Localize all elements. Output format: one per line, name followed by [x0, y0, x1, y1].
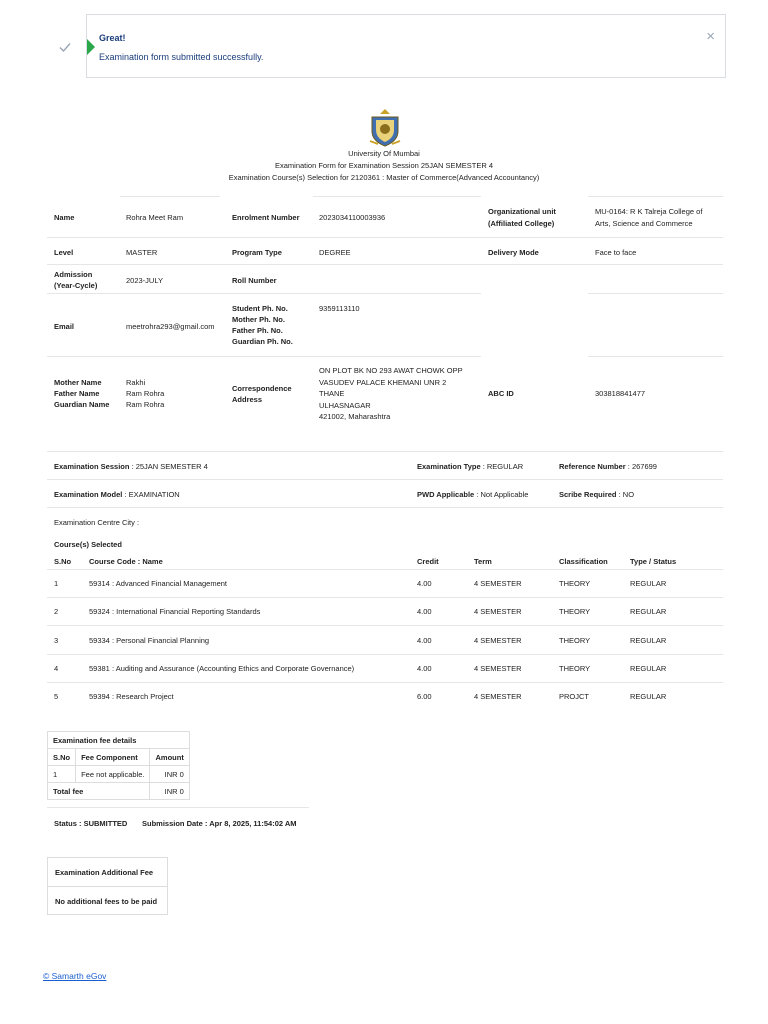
fee-header-component: Fee Component [76, 749, 150, 766]
course-2-classification: THEORY [559, 607, 591, 616]
status-text: Status : SUBMITTED [54, 819, 128, 828]
org-label-2: (Affiliated College) [488, 219, 555, 228]
additional-fee-box [47, 857, 168, 915]
check-icon [58, 40, 72, 54]
fee-header-amount: Amount [150, 749, 189, 766]
abc-id-value: 303818841477 [595, 389, 646, 398]
exam-session-value: : 25JAN SEMESTER 4 [129, 462, 208, 471]
course-5-type: REGULAR [630, 692, 667, 701]
reference-number-label: Reference Number [559, 462, 626, 471]
fee-total-label: Total fee [48, 783, 150, 800]
mother-name-label: Mother Name [54, 378, 102, 387]
exam-type [417, 462, 523, 471]
alert-title: Great! [99, 33, 126, 43]
course-4-sno: 4 [54, 664, 59, 673]
admission-label-2: (Year-Cycle) [54, 281, 98, 290]
guardian-name-value: Ram Rohra [126, 400, 165, 409]
course-3-name: 59334 : Personal Financial Planning [89, 636, 210, 645]
close-icon[interactable]: × [706, 28, 715, 45]
course-2-sno: 2 [54, 607, 59, 616]
scribe-required [559, 490, 634, 499]
org-value-1: MU-0164: R K Talreja College of [595, 207, 703, 216]
address-line-5: 421002, Maharashtra [319, 412, 391, 421]
email-label: Email [54, 322, 75, 331]
abc-id-label: ABC ID [488, 389, 514, 398]
course-4-classification: THEORY [559, 664, 591, 673]
admission-value: 2023-JULY [126, 276, 163, 285]
course-1-classification: THEORY [559, 579, 591, 588]
program-type-label: Program Type [232, 248, 282, 257]
phone-label-guardian: Guardian Ph. No. [232, 337, 293, 346]
guardian-name-label: Guardian Name [54, 400, 110, 409]
fee-row-sno: 1 [48, 766, 76, 783]
course-1-name: 59314 : Advanced Financial Management [89, 579, 228, 588]
course-5-credit: 6.00 [417, 692, 432, 701]
scribe-required-label: Scribe Required [559, 490, 617, 499]
reference-number-value: : 267699 [625, 462, 657, 471]
pwd-applicable-value: : Not Applicable [474, 490, 529, 499]
course-header-credit: Credit [417, 557, 439, 566]
samarth-egov-link[interactable]: © Samarth eGov [43, 971, 107, 981]
pwd-applicable-label: PWD Applicable [417, 490, 475, 499]
student-phone-value: 9359113110 [319, 304, 360, 313]
course-header-code-name: Course Code : Name [89, 557, 163, 566]
address-line-4: ULHASNAGAR [319, 401, 371, 410]
additional-fee-message: No additional fees to be paid [55, 897, 158, 906]
level-value: MASTER [126, 248, 158, 257]
course-1-sno: 1 [54, 579, 59, 588]
course-5-name: 59394 : Research Project [89, 692, 174, 701]
course-header-classification: Classification [559, 557, 608, 566]
delivery-mode-value: Face to face [595, 248, 637, 257]
father-name-label: Father Name [54, 389, 100, 398]
course-4-term: 4 SEMESTER [474, 664, 522, 673]
university-name: University Of Mumbai [348, 149, 420, 158]
exam-model-label: Examination Model [54, 490, 123, 499]
admission-label-1: Admission [54, 270, 93, 279]
address-label-2: Address [232, 395, 263, 404]
course-header-sno: S.No [54, 557, 72, 566]
course-2-term: 4 SEMESTER [474, 607, 522, 616]
university-logo [368, 109, 402, 147]
course-header-term: Term [474, 557, 492, 566]
address-line-2: VASUDEV PALACE KHEMANI UNR 2 [319, 378, 447, 387]
course-1-type: REGULAR [630, 579, 667, 588]
fee-table [47, 731, 190, 800]
enrolment-value: 2023034110003936 [319, 213, 386, 222]
alert-message: Examination form submitted successfully. [99, 52, 264, 62]
fee-table-title: Examination fee details [48, 732, 190, 749]
exam-type-value: : REGULAR [480, 462, 524, 471]
exam-session [54, 462, 208, 471]
father-name-value: Ram Rohra [126, 389, 165, 398]
course-2-credit: 4.00 [417, 607, 432, 616]
fee-total-amount: INR 0 [150, 783, 189, 800]
fee-row-component: Fee not applicable. [76, 766, 150, 783]
exam-model-value: : EXAMINATION [122, 490, 180, 499]
course-5-sno: 5 [54, 692, 59, 701]
phone-label-student: Student Ph. No. [232, 304, 288, 313]
success-alert [86, 14, 726, 78]
level-label: Level [54, 248, 74, 257]
additional-fee-title: Examination Additional Fee [48, 858, 167, 887]
alert-arrow-icon [87, 39, 95, 55]
scribe-required-value: : NO [616, 490, 635, 499]
fee-row-amount: INR 0 [150, 766, 189, 783]
exam-model [54, 490, 180, 499]
roll-number-label: Roll Number [232, 276, 277, 285]
course-header-type-status: Type / Status [630, 557, 677, 566]
exam-type-label: Examination Type [417, 462, 481, 471]
pwd-applicable [417, 490, 528, 499]
course-4-type: REGULAR [630, 664, 667, 673]
address-label-1: Correspondence [232, 384, 292, 393]
address-line-3: THANE [319, 389, 345, 398]
exam-session-label: Examination Session [54, 462, 130, 471]
name-value: Rohra Meet Ram [126, 213, 184, 222]
course-3-type: REGULAR [630, 636, 667, 645]
fee-header-sno: S.No [48, 749, 76, 766]
courses-title: Course(s) Selected [54, 540, 122, 549]
org-label-1: Organizational unit [488, 207, 556, 216]
course-5-term: 4 SEMESTER [474, 692, 522, 701]
course-5-classification: PROJCT [559, 692, 589, 701]
course-3-classification: THEORY [559, 636, 591, 645]
course-selection-title: Examination Course(s) Selection for 2120361 : Master of Commerce(Advanced Accountancy) [228, 173, 540, 182]
exam-centre-city: Examination Centre City : [54, 518, 140, 527]
submission-date: Submission Date : Apr 8, 2025, 11:54:02 AM [142, 819, 297, 828]
phone-label-mother: Mother Ph. No. [232, 315, 285, 324]
delivery-mode-label: Delivery Mode [488, 248, 539, 257]
course-2-name: 59324 : International Financial Reporting Standards [89, 607, 261, 616]
org-value-2: Arts, Science and Commerce [595, 219, 693, 228]
course-1-credit: 4.00 [417, 579, 432, 588]
form-title: Examination Form for Examination Session 25JAN SEMESTER 4 [274, 161, 493, 170]
phone-label-father: Father Ph. No. [232, 326, 283, 335]
course-1-term: 4 SEMESTER [474, 579, 522, 588]
reference-number [559, 462, 657, 471]
name-label: Name [54, 213, 75, 222]
address-line-1: ON PLOT BK NO 293 AWAT CHOWK OPP [319, 366, 463, 375]
course-3-credit: 4.00 [417, 636, 432, 645]
enrolment-label: Enrolment Number [232, 213, 300, 222]
email-value: meetrohra293@gmail.com [126, 322, 215, 331]
mother-name-value: Rakhi [126, 378, 146, 387]
course-4-credit: 4.00 [417, 664, 432, 673]
course-3-term: 4 SEMESTER [474, 636, 522, 645]
course-3-sno: 3 [54, 636, 59, 645]
program-type-value: DEGREE [319, 248, 351, 257]
course-4-name: 59381 : Auditing and Assurance (Accounting Ethics and Corporate Governance) [89, 664, 355, 673]
course-2-type: REGULAR [630, 607, 667, 616]
